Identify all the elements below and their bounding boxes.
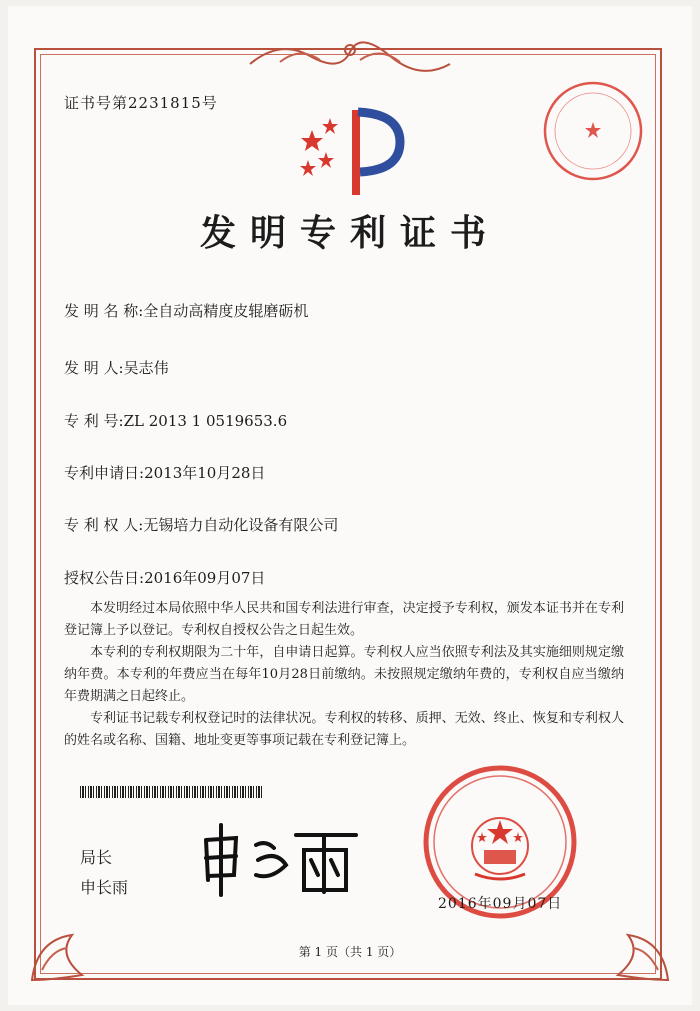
certificate-body-text — [64, 598, 624, 752]
page-indicator: 第 1 页（共 1 页） — [298, 945, 402, 959]
field-value: 2013年10月28日 — [144, 464, 266, 482]
field-invention-name — [64, 300, 308, 321]
field-label: 发 明 人: — [64, 359, 124, 377]
field-label: 发 明 名 称: — [64, 302, 144, 320]
agency-seal-icon — [540, 78, 646, 184]
seal-date: 2016年09月07日 — [438, 896, 563, 912]
barcode — [80, 786, 264, 798]
field-label: 专利申请日: — [64, 464, 145, 482]
field-grant-date — [64, 567, 265, 588]
certificate-number: 证书号第2231815号 — [64, 94, 218, 112]
paragraph: 本专利的专利权期限为二十年，自申请日起算。专利权人应当依照专利法及其实施细则规定缴纳年费。本专利的年费应当在每年10月28日前缴纳。未按照规定缴纳年费的，专利权自应当缴纳年费期满之日起终止。 — [64, 645, 624, 704]
field-value: ZL 2013 1 0519653.6 — [123, 412, 288, 430]
field-label: 专 利 权 人: — [64, 516, 144, 534]
field-value: 2016年09月07日 — [144, 569, 266, 587]
paragraph: 专利证书记载专利权登记时的法律状况。专利权的转移、质押、无效、终止、恢复和专利权人的姓名或名称、国籍、地址变更等事项记载在专利登记簿上。 — [64, 711, 624, 748]
field-application-date — [64, 462, 265, 483]
field-label: 专 利 号: — [64, 412, 124, 430]
field-patentee — [64, 514, 338, 535]
paragraph: 本发明经过本局依照中华人民共和国专利法进行审查，决定授予专利权，颁发本证书并在专利登记簿上予以登记。专利权自授权公告之日起生效。 — [64, 601, 624, 638]
field-value: 全自动高精度皮辊磨砺机 — [143, 302, 309, 320]
field-value: 吴志伟 — [123, 359, 169, 377]
field-inventor — [64, 357, 169, 378]
field-patent-number — [64, 410, 287, 431]
signatory-name: 申长雨 — [80, 878, 129, 897]
certificate-title: 发明专利证书 — [199, 212, 500, 254]
signatory-title: 局长 — [80, 848, 113, 867]
field-label: 授权公告日: — [64, 569, 145, 587]
patent-office-logo-icon — [292, 100, 412, 200]
handwritten-signature — [196, 820, 366, 900]
top-ornament — [240, 34, 460, 74]
field-value: 无锡培力自动化设备有限公司 — [143, 516, 339, 534]
